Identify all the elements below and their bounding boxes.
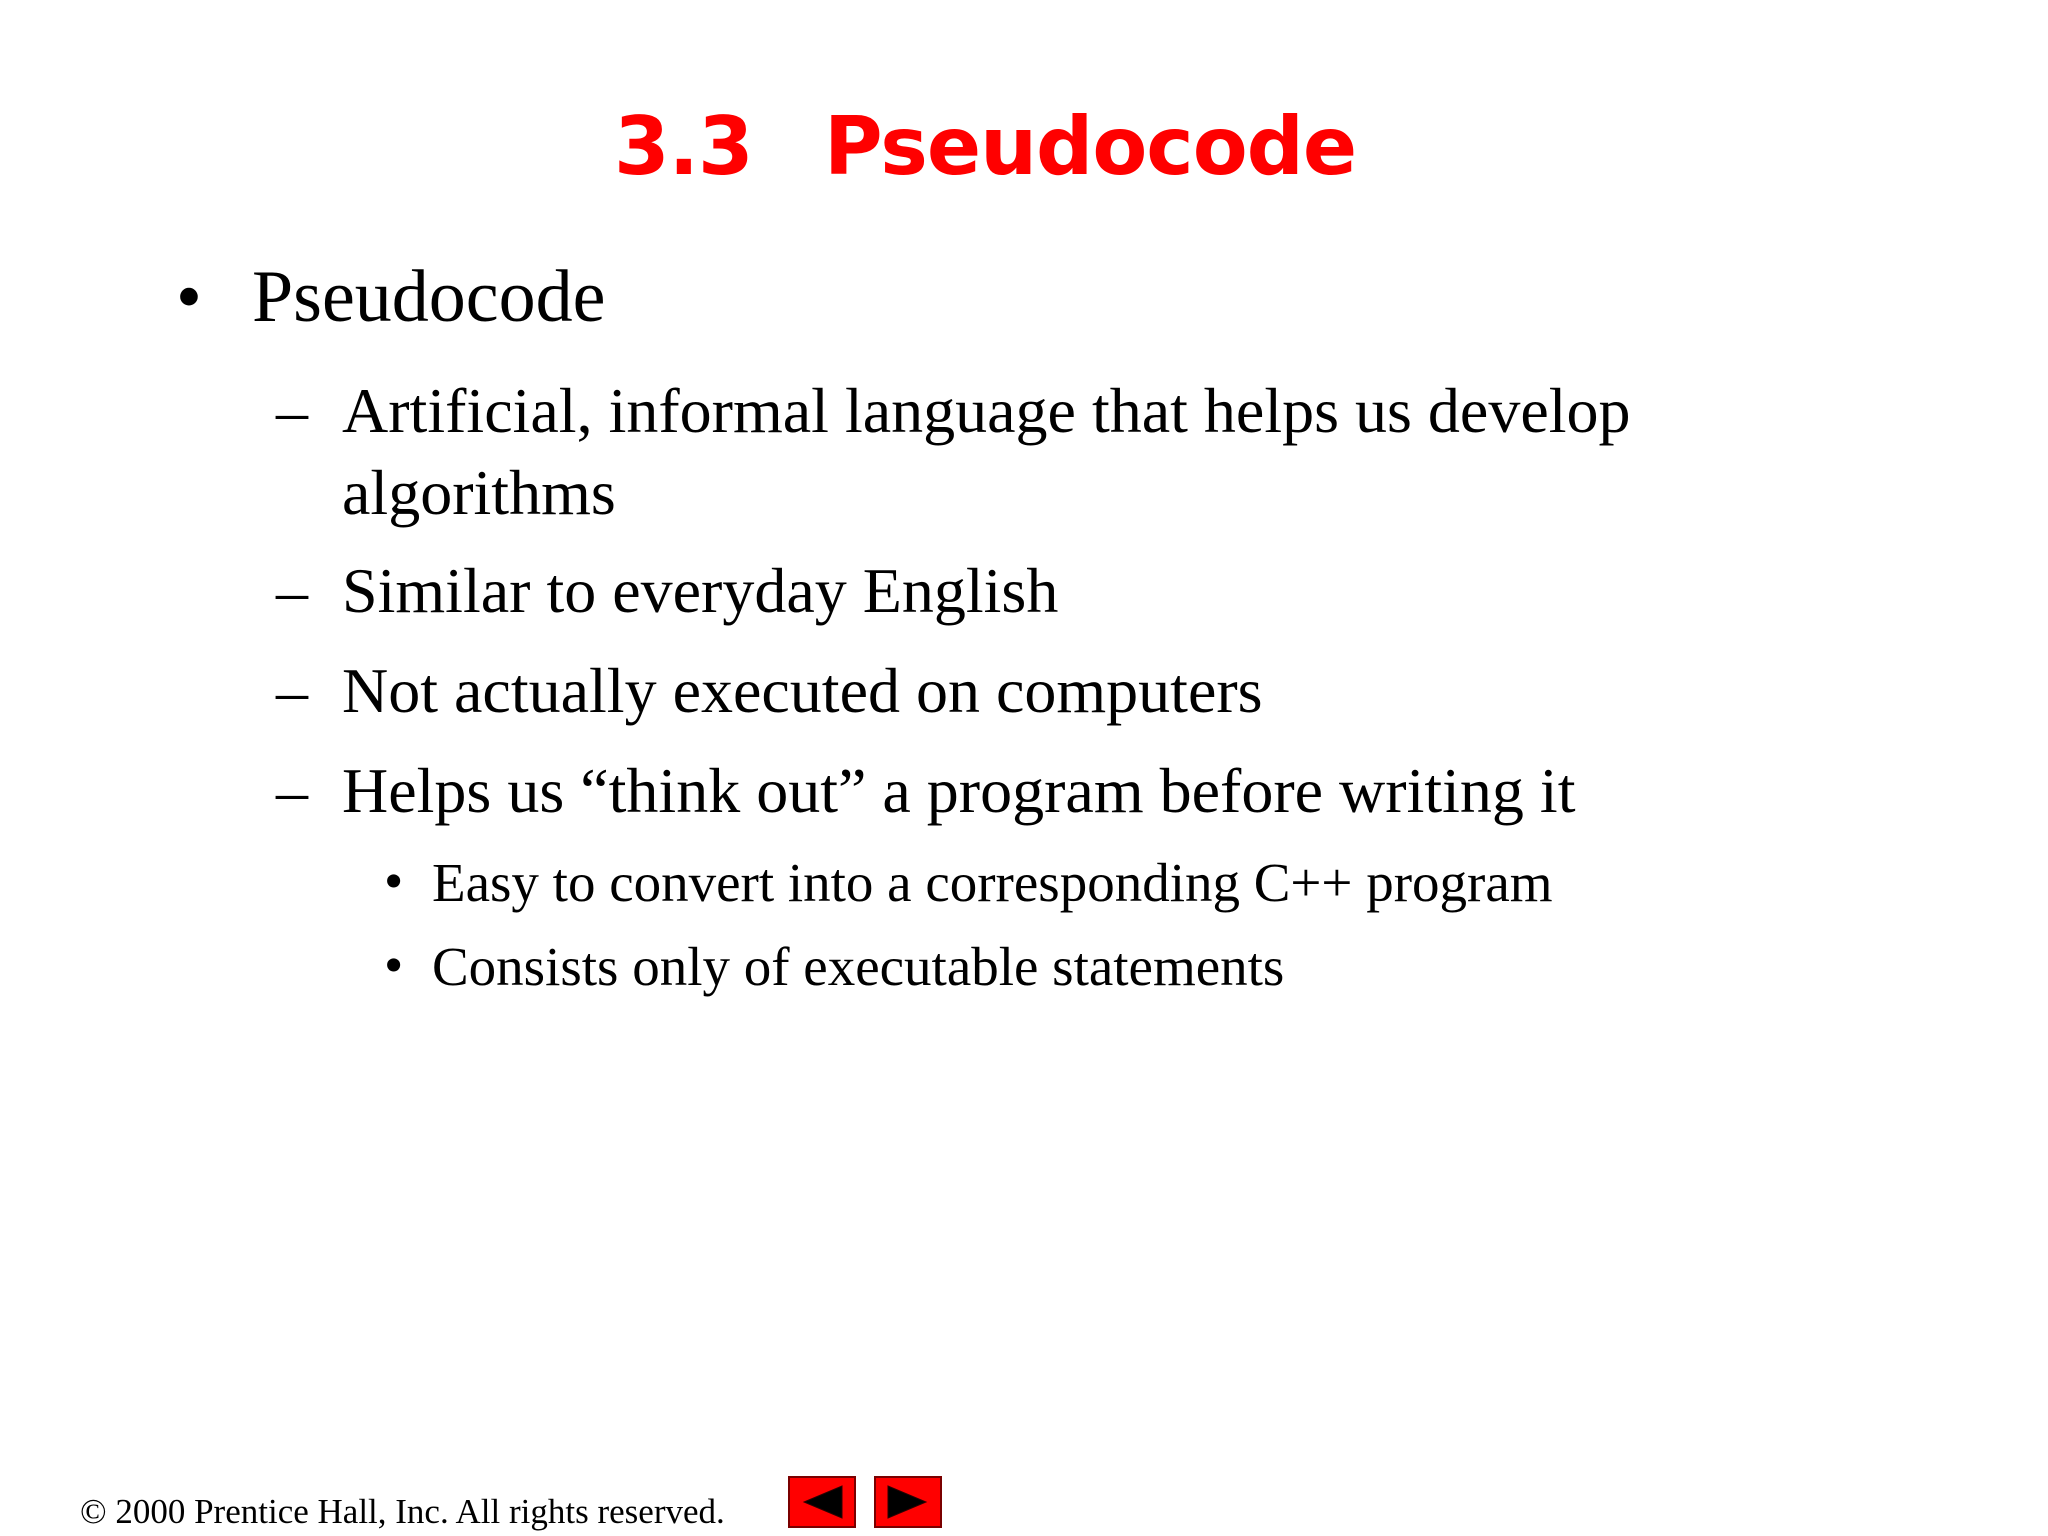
sub-bullet-text: Not actually executed on computers — [342, 655, 1263, 726]
sub-sub-bullet-text: Easy to convert into a corresponding C++ program — [432, 852, 1553, 913]
section-number: 3.3 — [614, 100, 753, 193]
sub-bullet-text-line2: algorithms — [342, 457, 616, 528]
title-text: Pseudocode — [824, 100, 1357, 193]
dash-marker: – — [276, 755, 308, 826]
sub-bullet-text-line1: Artificial, informal language that helps us develop — [342, 375, 1631, 446]
bullet-marker: • — [384, 850, 404, 911]
triangle-left-icon — [790, 1478, 854, 1526]
dash-marker: – — [276, 375, 308, 446]
dash-marker: – — [276, 655, 308, 726]
slide-title — [614, 92, 1356, 202]
previous-slide-button[interactable] — [788, 1476, 856, 1528]
sub-sub-bullet-text: Consists only of executable statements — [432, 936, 1285, 997]
sub-bullet-text: Helps us “think out” a program before writing it — [342, 755, 1576, 826]
bullet-marker: • — [176, 256, 202, 338]
bullet-marker: • — [384, 934, 404, 995]
triangle-right-icon — [876, 1478, 940, 1526]
sub-bullet-text: Similar to everyday English — [342, 555, 1059, 626]
dash-marker: – — [276, 555, 308, 626]
next-slide-button[interactable] — [874, 1476, 942, 1528]
bullet-text: Pseudocode — [252, 256, 606, 338]
copyright-notice: © 2000 Prentice Hall, Inc. All rights reserved. — [80, 1492, 725, 1531]
